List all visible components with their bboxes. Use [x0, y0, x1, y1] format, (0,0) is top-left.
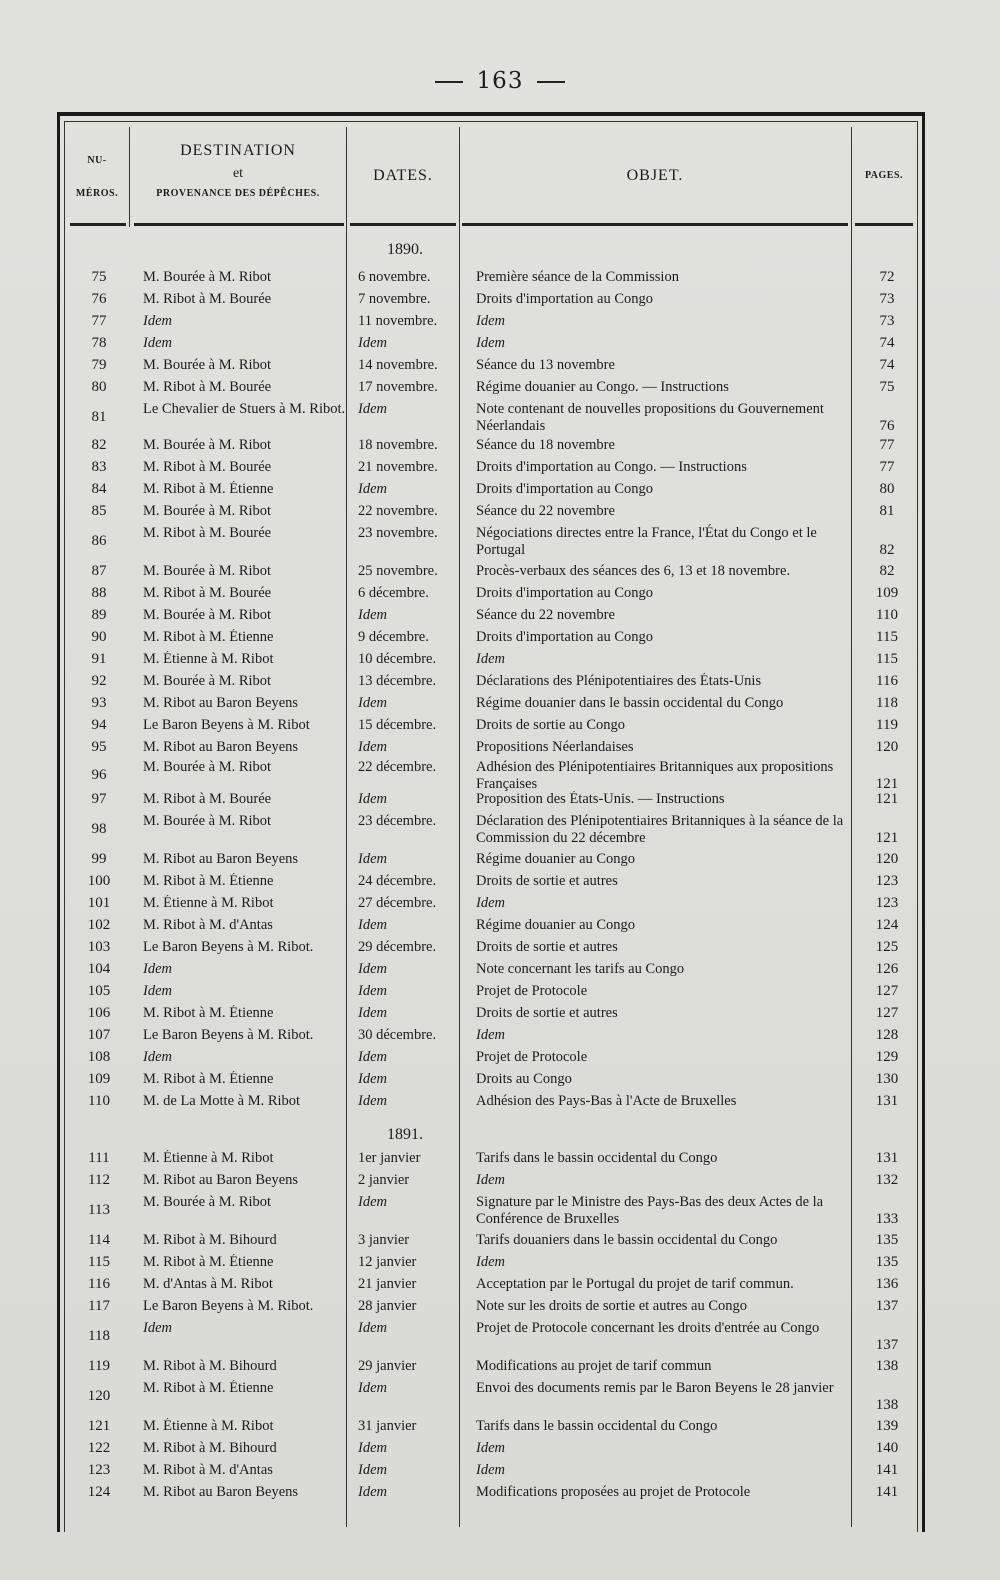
row-page: 115: [876, 629, 898, 645]
row-destination: M. Ribot à M. Étienne: [143, 1005, 274, 1021]
row-destination: M. Ribot à M. Bourée: [143, 379, 272, 395]
row-page: 116: [876, 673, 898, 689]
row-objet: Idem: [476, 335, 505, 351]
row-destination: M. d'Antas à M. Ribot: [143, 1276, 273, 1292]
row-page: 81: [879, 503, 895, 519]
row-destination: M. de La Motte à M. Ribot: [143, 1093, 301, 1109]
row-number: 99: [91, 851, 107, 867]
row-date: 23 décembre.: [358, 813, 437, 829]
row-destination: Idem: [143, 335, 172, 351]
row-page: 137: [875, 1298, 899, 1314]
row-date: Idem: [358, 1005, 387, 1021]
row-date: Idem: [358, 695, 387, 711]
row-objet: Droits de sortie et autres: [476, 873, 618, 889]
row-number: 116: [88, 1276, 110, 1292]
row-destination: M. Bourée à M. Ribot: [143, 607, 272, 623]
row-destination: M. Bourée à M. Ribot: [143, 1194, 272, 1210]
row-date: Idem: [358, 1440, 387, 1456]
row-number: 91: [91, 651, 107, 667]
row-destination: M. Ribot à M. d'Antas: [143, 1462, 273, 1478]
row-objet: Idem: [476, 1254, 505, 1270]
row-number: 88: [91, 585, 107, 601]
row-objet: Régime douanier au Congo: [476, 917, 636, 933]
row-objet: Tarifs dans le bassin occidental du Congo: [476, 1418, 718, 1434]
row-number: 80: [91, 379, 107, 395]
row-date: 24 décembre.: [358, 873, 437, 889]
row-objet: Tarifs dans le bassin occidental du Congo: [476, 1150, 718, 1166]
row-destination: M. Bourée à M. Ribot: [143, 759, 272, 775]
row-date: 2 janvier: [358, 1172, 410, 1188]
row-number: 106: [87, 1005, 111, 1021]
row-date: Idem: [358, 335, 387, 351]
row-page: 82: [879, 542, 895, 558]
row-destination: M. Bourée à M. Ribot: [143, 813, 272, 829]
year-1891: 1891.: [387, 1126, 423, 1143]
row-destination: M. Ribot au Baron Beyens: [143, 851, 299, 867]
row-page: 136: [875, 1276, 899, 1292]
row-number: 85: [91, 503, 107, 519]
row-page: 138: [875, 1397, 899, 1413]
row-page: 133: [875, 1211, 899, 1227]
row-number: 121: [87, 1418, 111, 1434]
row-objet: Tarifs douaniers dans le bassin occidental du Congo: [476, 1232, 778, 1248]
row-objet: Droits d'importation au Congo. — Instructions: [476, 459, 747, 475]
row-page: 125: [875, 939, 899, 955]
row-number: 95: [91, 739, 107, 755]
row-date: 31 janvier: [358, 1418, 417, 1434]
row-objet: Idem: [476, 1027, 505, 1043]
row-objet: Modifications proposées au projet de Protocole: [476, 1484, 751, 1500]
row-date: Idem: [358, 1380, 387, 1396]
row-date: 30 décembre.: [358, 1027, 437, 1043]
row-destination: M. Ribot à M. Étienne: [143, 629, 274, 645]
row-objet: Projet de Protocole: [476, 983, 588, 999]
row-number: 84: [91, 481, 107, 497]
row-number: 79: [91, 357, 107, 373]
row-number: 118: [88, 1328, 110, 1344]
header-objet: OBJET.: [626, 167, 684, 184]
row-date: 27 décembre.: [358, 895, 437, 911]
row-date: Idem: [358, 1071, 387, 1087]
row-destination: M. Ribot à M. Étienne: [143, 481, 274, 497]
row-objet: Déclaration des Plénipotentiaires Britanniques à la séance de la Commission du 22 décembre: [476, 813, 844, 846]
row-page: 74: [879, 335, 895, 351]
row-date: Idem: [358, 791, 387, 807]
year-1890: 1890.: [387, 241, 423, 258]
row-page: 135: [875, 1254, 899, 1270]
row-destination: M. Ribot à M. d'Antas: [143, 917, 273, 933]
row-objet: Idem: [476, 651, 505, 667]
row-number: 114: [88, 1232, 110, 1248]
row-objet: Projet de Protocole: [476, 1049, 588, 1065]
row-date: Idem: [358, 961, 387, 977]
row-page: 137: [875, 1337, 899, 1353]
row-page: 115: [876, 651, 898, 667]
row-page: 128: [875, 1027, 899, 1043]
row-objet: Procès-verbaux des séances des 6, 13 et 18 novembre.: [476, 563, 791, 579]
row-date: Idem: [358, 739, 387, 755]
row-destination: M. Bourée à M. Ribot: [143, 269, 272, 285]
row-number: 81: [91, 409, 107, 425]
page-number: 163: [0, 68, 1000, 94]
row-page: 120: [875, 739, 899, 755]
row-number: 92: [91, 673, 107, 689]
row-page: 132: [875, 1172, 899, 1188]
row-page: 72: [879, 269, 895, 285]
row-number: 94: [91, 717, 107, 733]
row-number: 77: [91, 313, 107, 329]
row-page: 126: [875, 961, 899, 977]
row-destination: M. Bourée à M. Ribot: [143, 563, 272, 579]
row-destination: M. Ribot à M. Bihourd: [143, 1358, 277, 1374]
row-number: 96: [91, 767, 107, 783]
row-destination: Idem: [143, 1320, 172, 1336]
row-destination: Le Baron Beyens à M. Ribot: [143, 717, 310, 733]
row-page: 141: [875, 1462, 899, 1478]
row-destination: M. Ribot à M. Bourée: [143, 791, 272, 807]
row-page: 123: [875, 895, 899, 911]
row-destination: M. Étienne à M. Ribot: [143, 895, 274, 911]
row-date: 29 janvier: [358, 1358, 417, 1374]
row-number: 123: [87, 1462, 111, 1478]
row-objet: Adhésion des Plénipotentiaires Britanniques aux propositions Françaises: [476, 759, 834, 792]
row-destination: M. Ribot à M. Bourée: [143, 459, 272, 475]
row-date: Idem: [358, 983, 387, 999]
row-destination: M. Ribot à M. Étienne: [143, 1254, 274, 1270]
row-page: 77: [879, 459, 895, 475]
row-date: 12 janvier: [358, 1254, 417, 1270]
row-objet: Droits de sortie et autres: [476, 939, 618, 955]
row-page: 121: [875, 830, 899, 846]
row-number: 78: [91, 335, 107, 351]
row-objet: Séance du 22 novembre: [476, 503, 615, 519]
row-date: 22 décembre.: [358, 759, 437, 775]
row-destination: M. Ribot au Baron Beyens: [143, 739, 299, 755]
row-page: 135: [875, 1232, 899, 1248]
row-destination: M. Ribot à M. Bourée: [143, 585, 272, 601]
row-page: 123: [875, 873, 899, 889]
header-dates: DATES.: [373, 167, 433, 184]
row-destination: M. Étienne à M. Ribot: [143, 1418, 274, 1434]
row-number: 82: [91, 437, 107, 453]
row-objet: Droits d'importation au Congo: [476, 585, 654, 601]
row-destination: M. Ribot au Baron Beyens: [143, 1172, 299, 1188]
row-date: Idem: [358, 1049, 387, 1065]
row-number: 107: [87, 1027, 111, 1043]
row-objet: Droits au Congo: [476, 1071, 572, 1087]
row-objet: Droits de sortie au Congo: [476, 717, 626, 733]
row-page: 118: [876, 695, 898, 711]
header-numeros: NU- MÉROS.: [75, 155, 119, 199]
row-number: 119: [88, 1358, 110, 1374]
row-number: 109: [87, 1071, 111, 1087]
row-destination: M. Ribot à M. Bourée: [143, 291, 272, 307]
row-number: 124: [87, 1484, 111, 1500]
row-objet: Note contenant de nouvelles propositions du Gouvernement Néerlandais: [476, 401, 824, 434]
row-destination: M. Ribot à M. Étienne: [143, 1380, 274, 1396]
row-page: 130: [875, 1071, 899, 1087]
row-objet: Séance du 22 novembre: [476, 607, 615, 623]
row-number: 98: [91, 821, 107, 837]
row-objet: Droits d'importation au Congo: [476, 629, 654, 645]
row-page: 77: [879, 437, 895, 453]
row-date: 21 novembre.: [358, 459, 438, 475]
row-page: 73: [879, 291, 895, 307]
row-page: 121: [875, 776, 899, 792]
row-number: 113: [88, 1202, 110, 1218]
row-date: 6 novembre.: [358, 269, 431, 285]
row-page: 124: [875, 917, 899, 933]
row-date: 11 novembre.: [358, 313, 438, 329]
row-number: 93: [91, 695, 107, 711]
row-objet: Envoi des documents remis par le Baron Beyens le 28 janvier: [476, 1380, 834, 1396]
row-objet: Idem: [476, 895, 505, 911]
row-objet: Signature par le Ministre des Pays-Bas des deux Actes de la Conférence de Bruxelles: [476, 1194, 824, 1227]
row-objet: Droits d'importation au Congo: [476, 291, 654, 307]
row-objet: Note concernant les tarifs au Congo: [476, 961, 685, 977]
row-date: 1er janvier: [358, 1150, 421, 1166]
row-date: Idem: [358, 917, 387, 933]
row-destination: M. Étienne à M. Ribot: [143, 1150, 274, 1166]
row-destination: Idem: [143, 961, 172, 977]
row-date: 22 novembre.: [358, 503, 438, 519]
row-date: 6 décembre.: [358, 585, 429, 601]
row-page: 109: [875, 585, 899, 601]
row-date: 10 décembre.: [358, 651, 437, 667]
row-objet: Séance du 13 novembre: [476, 357, 615, 373]
row-objet: Projet de Protocole concernant les droits d'entrée au Congo: [476, 1320, 820, 1336]
row-objet: Droits de sortie et autres: [476, 1005, 618, 1021]
row-objet: Propositions Néerlandaises: [476, 739, 634, 755]
row-destination: M. Ribot au Baron Beyens: [143, 1484, 299, 1500]
row-date: Idem: [358, 401, 387, 417]
row-destination: M. Ribot à M. Bihourd: [143, 1440, 277, 1456]
row-date: 29 décembre.: [358, 939, 437, 955]
row-number: 75: [91, 269, 107, 285]
row-date: Idem: [358, 607, 387, 623]
row-objet: Proposition des États-Unis. — Instructions: [476, 791, 725, 807]
header-destination: DESTINATION et PROVENANCE DES DÉPÊCHES.: [156, 142, 320, 199]
row-date: Idem: [358, 851, 387, 867]
row-page: 139: [875, 1418, 899, 1434]
row-date: 7 novembre.: [358, 291, 431, 307]
row-number: 112: [88, 1172, 110, 1188]
row-objet: Acceptation par le Portugal du projet de tarif commun.: [476, 1276, 794, 1292]
row-page: 127: [875, 983, 899, 999]
row-number: 110: [88, 1093, 110, 1109]
row-page: 131: [875, 1093, 899, 1109]
row-number: 108: [87, 1049, 111, 1065]
row-page: 141: [875, 1484, 899, 1500]
row-date: Idem: [358, 1462, 387, 1478]
row-date: 13 décembre.: [358, 673, 437, 689]
row-date: 18 novembre.: [358, 437, 438, 453]
row-objet: Idem: [476, 1172, 505, 1188]
row-page: 74: [879, 357, 895, 373]
row-number: 83: [91, 459, 107, 475]
row-destination: Idem: [143, 983, 172, 999]
row-date: 17 novembre.: [358, 379, 438, 395]
row-number: 120: [87, 1388, 111, 1404]
row-page: 138: [875, 1358, 899, 1374]
row-objet: Idem: [476, 1440, 505, 1456]
row-destination: M. Ribot à M. Bourée: [143, 525, 272, 541]
row-page: 119: [876, 717, 898, 733]
row-number: 87: [91, 563, 107, 579]
row-objet: Séance du 18 novembre: [476, 437, 615, 453]
row-page: 129: [875, 1049, 899, 1065]
row-date: 21 janvier: [358, 1276, 417, 1292]
row-date: Idem: [358, 1194, 387, 1210]
row-objet: Adhésion des Pays-Bas à l'Acte de Bruxelles: [476, 1093, 737, 1109]
row-page: 110: [876, 607, 898, 623]
row-number: 101: [87, 895, 111, 911]
row-page: 80: [879, 481, 895, 497]
row-number: 97: [91, 791, 107, 807]
row-destination: Le Chevalier de Stuers à M. Ribot.: [143, 401, 346, 417]
row-objet: Modifications au projet de tarif commun: [476, 1358, 712, 1374]
row-number: 90: [91, 629, 107, 645]
row-number: 111: [88, 1150, 110, 1166]
row-destination: Le Baron Beyens à M. Ribot.: [143, 1027, 314, 1043]
row-page: 140: [875, 1440, 899, 1456]
row-date: 14 novembre.: [358, 357, 438, 373]
row-date: 3 janvier: [358, 1232, 410, 1248]
row-number: 104: [87, 961, 111, 977]
row-objet: Déclarations des Plénipotentiaires des États-Unis: [476, 673, 762, 689]
row-date: Idem: [358, 481, 387, 497]
row-number: 105: [87, 983, 111, 999]
row-date: Idem: [358, 1484, 387, 1500]
row-page: 76: [879, 418, 895, 434]
row-date: 25 novembre.: [358, 563, 438, 579]
row-number: 76: [91, 291, 107, 307]
row-destination: M. Bourée à M. Ribot: [143, 673, 272, 689]
row-objet: Négociations directes entre la France, l'État du Congo et le Portugal: [476, 525, 817, 558]
row-destination: M. Bourée à M. Ribot: [143, 437, 272, 453]
row-number: 86: [91, 533, 107, 549]
row-number: 89: [91, 607, 107, 623]
row-number: 117: [88, 1298, 110, 1314]
header-pages: PAGES.: [864, 170, 904, 181]
row-number: 102: [87, 917, 111, 933]
row-objet: Régime douanier au Congo. — Instructions: [476, 379, 729, 395]
row-destination: Le Baron Beyens à M. Ribot.: [143, 939, 314, 955]
row-date: 23 novembre.: [358, 525, 438, 541]
row-objet: Note sur les droits de sortie et autres au Congo: [476, 1298, 748, 1314]
row-destination: M. Ribot à M. Étienne: [143, 873, 274, 889]
row-page: 131: [875, 1150, 899, 1166]
row-page: 121: [875, 791, 899, 807]
row-destination: Idem: [143, 1049, 172, 1065]
row-destination: M. Ribot au Baron Beyens: [143, 695, 299, 711]
row-destination: Le Baron Beyens à M. Ribot.: [143, 1298, 314, 1314]
row-number: 122: [87, 1440, 111, 1456]
row-page: 127: [875, 1005, 899, 1021]
row-destination: M. Bourée à M. Ribot: [143, 357, 272, 373]
row-destination: M. Ribot à M. Étienne: [143, 1071, 274, 1087]
row-date: Idem: [358, 1320, 387, 1336]
row-objet: Droits d'importation au Congo: [476, 481, 654, 497]
row-date: Idem: [358, 1093, 387, 1109]
row-destination: M. Bourée à M. Ribot: [143, 503, 272, 519]
row-date: 15 décembre.: [358, 717, 437, 733]
row-destination: Idem: [143, 313, 172, 329]
row-objet: Régime douanier au Congo: [476, 851, 636, 867]
row-destination: M. Étienne à M. Ribot: [143, 651, 274, 667]
row-objet: Idem: [476, 313, 505, 329]
row-page: 120: [875, 851, 899, 867]
row-number: 103: [87, 939, 111, 955]
row-number: 100: [87, 873, 111, 889]
row-number: 115: [88, 1254, 110, 1270]
row-page: 82: [879, 563, 895, 579]
row-objet: Idem: [476, 1462, 505, 1478]
row-destination: M. Ribot à M. Bihourd: [143, 1232, 277, 1248]
row-page: 75: [879, 379, 895, 395]
row-date: 9 décembre.: [358, 629, 429, 645]
row-page: 73: [879, 313, 895, 329]
row-date: 28 janvier: [358, 1298, 417, 1314]
row-objet: Première séance de la Commission: [476, 269, 679, 285]
row-objet: Régime douanier dans le bassin occidental du Congo: [476, 695, 784, 711]
